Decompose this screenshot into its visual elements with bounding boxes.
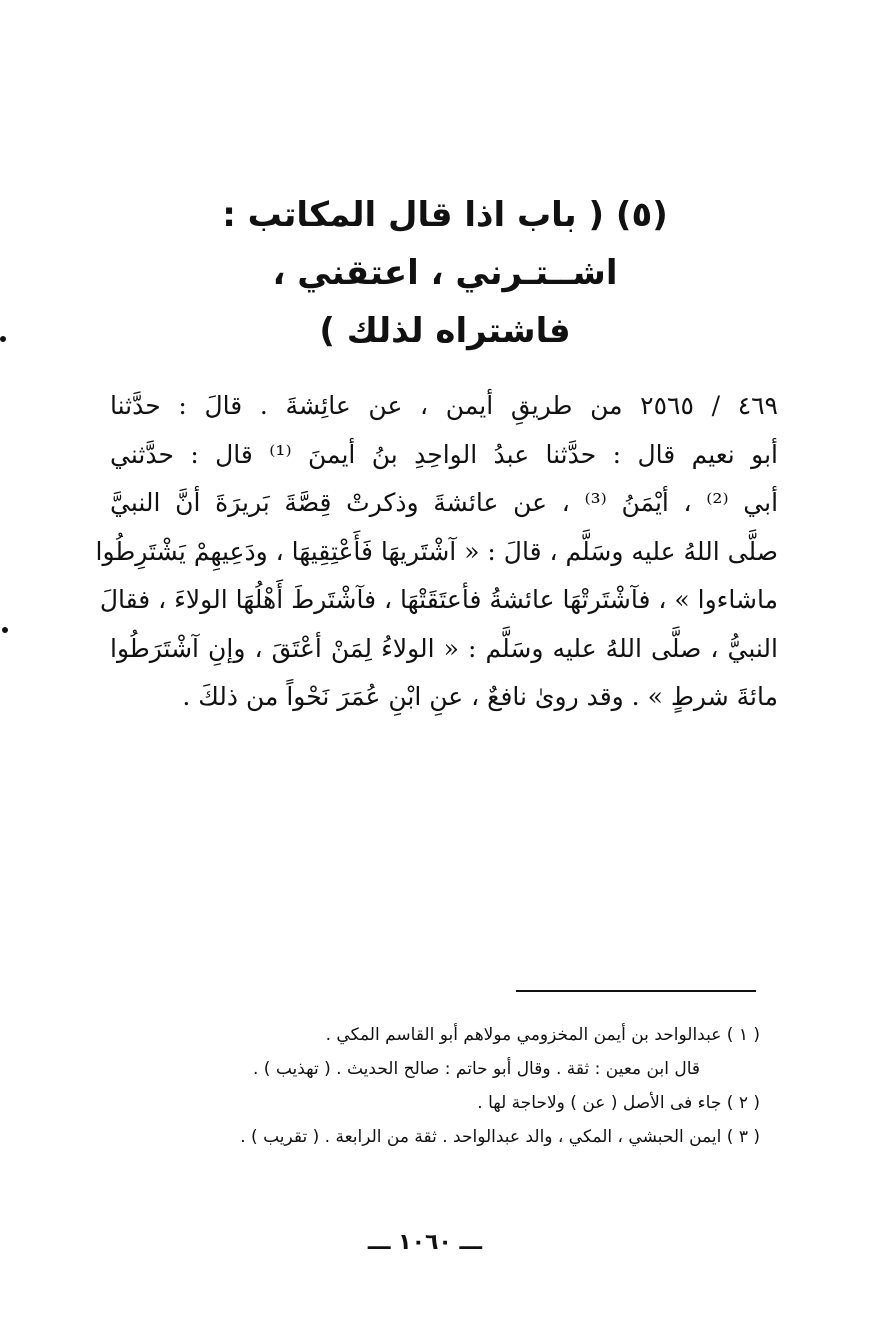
body-line: ٤٦٩ / ٢٥٦٥ من طريقِ أيمن ، عن عائِشةَ . قالَ : حدَّثنا [110, 391, 778, 420]
footnote-2: ( ٢ ) جاء فى الأصل ( عن ) ولاحاجة لها . [477, 1093, 760, 1113]
page-number: ـــ ١٠٦٠ ـــ [367, 1230, 483, 1255]
hadith-text [95, 382, 779, 722]
body-line: مائةَ شرطٍ » . وقد روىٰ نافعٌ ، عنِ ابْنِ عُمَرَ نَحْواً من ذلكَ . [182, 682, 778, 711]
heading-line-1: (٥) ( باب اذا قال المكاتب : [222, 195, 668, 235]
footnotes [100, 1018, 760, 1154]
body-line: ماشاءوا » ، فآشْتَرتْهَا عائشةُ فأعتَقَتْهَا ، فآشْتَرطَ أَهْلُهَا الولاءَ ، فقالَ [99, 585, 778, 614]
heading-line-3: فاشتراه لذلك ) [319, 311, 571, 351]
body-line: أبو نعيم قال : حدَّثنا عبدُ الواحِدِ بنُ أيمنَ ⁽¹⁾ قال : حدَّثني [110, 439, 778, 469]
body-line: صلَّى اللهُ عليه وسَلَّم ، قالَ : « آشْتَريهَا فَأَعْتِقِيهَا ، ودَعِيهِمْ يَشْتَرِطُوا [95, 536, 778, 566]
chapter-heading [80, 186, 810, 360]
body-line: النبيُّ ، صلَّى اللهُ عليه وسَلَّم : « الولاءُ لِمَنْ أعْتَقَ ، وإنِ آشْتَرَطُوا [110, 633, 778, 663]
margin-dot-mark [0, 336, 6, 342]
footnote-1-continuation: قال ابن معين : ثقة . وقال أبو حاتم : صالح الحديث . ( تهذيب ) . [252, 1059, 700, 1079]
footnote-3: ( ٣ ) ايمن الحبشي ، المكي ، والد عبدالواحد . ثقة من الرابعة . ( تقريب ) . [240, 1127, 760, 1147]
footnote-divider [516, 990, 756, 992]
footnote-1: ( ١ ) عبدالواحد بن أيمن المخزومي مولاهم أبو القاسم المكي . [325, 1025, 760, 1045]
body-line: أبي ⁽²⁾ ، أيْمَنُ ⁽³⁾ ، عن عائشةَ وذكرتْ قِصَّةَ بَريرَةَ أنَّ النبيَّ [110, 488, 779, 517]
margin-dot-mark [2, 627, 8, 633]
heading-line-2: اشــتـرني ، اعتقني ، [272, 253, 618, 293]
